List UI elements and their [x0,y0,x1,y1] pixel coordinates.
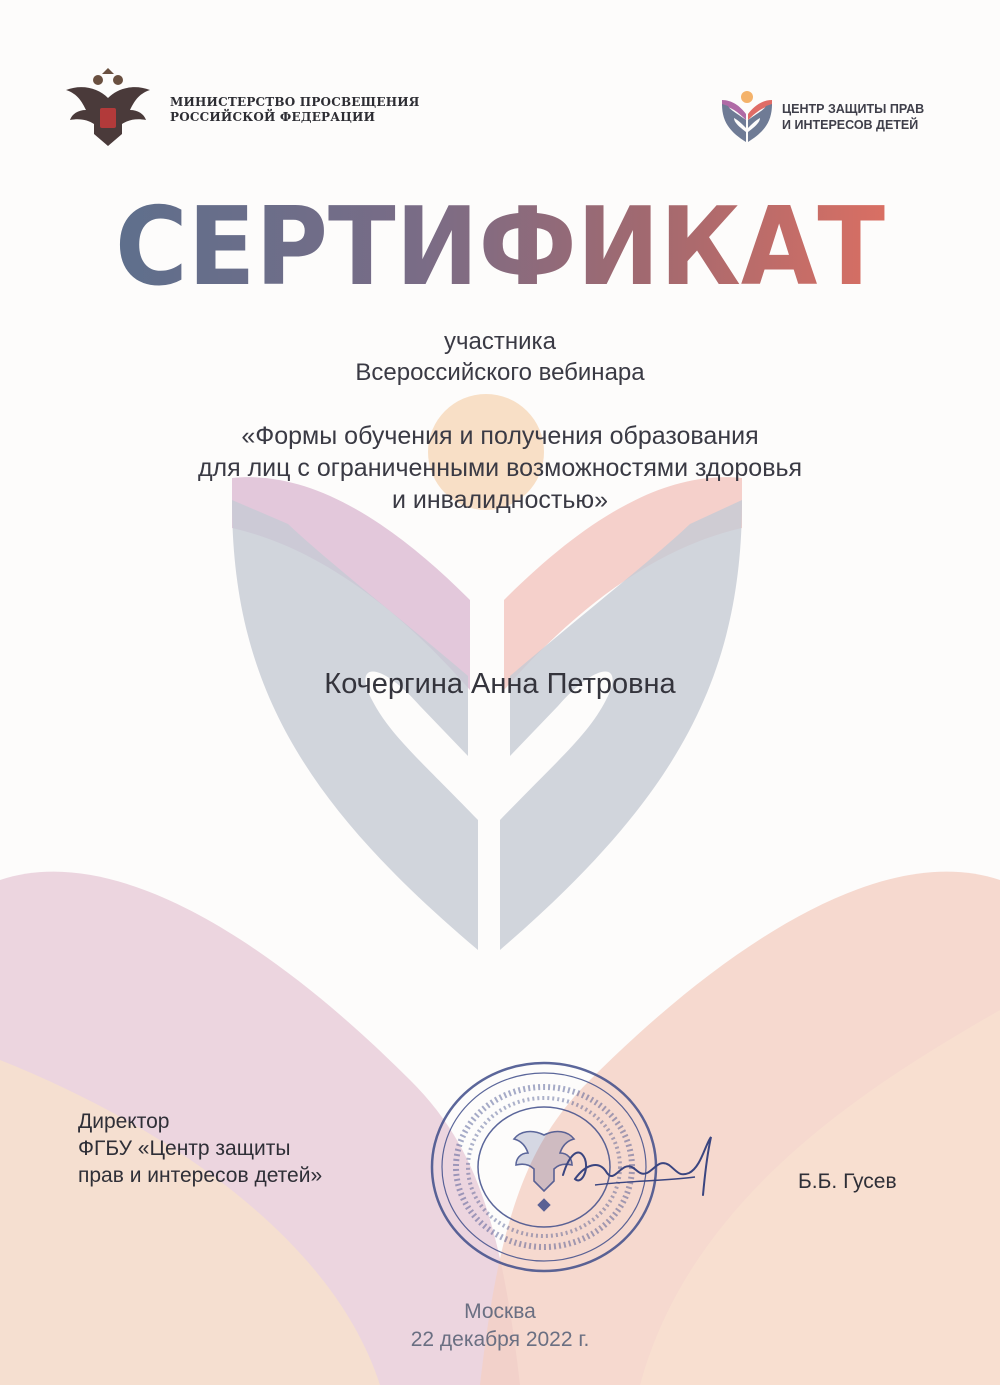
signer-role-line1: Директор [78,1110,170,1133]
signer-role-line3: прав и интересов детей» [78,1164,323,1187]
handwritten-signature [555,1115,725,1210]
center-name-line1: ЦЕНТР ЗАЩИТЫ ПРАВ [782,102,925,116]
signer-name: Б.Б. Гусев [798,1170,897,1193]
certificate-subtitle [0,326,1000,388]
center-hands-logo-icon [718,88,776,146]
subtitle-line1: участника [444,328,556,355]
city: Москва [464,1300,536,1323]
certificate-title-graphic [100,186,900,304]
certificate-title-wrap [100,186,900,304]
subtitle-line2: Всероссийского вебинара [355,359,645,386]
center-header [718,88,924,146]
city-date [0,1298,1000,1354]
webinar-title-line2: для лиц с ограниченными возможностями здоровья [197,454,803,482]
issue-date: 22 декабря 2022 г. [410,1328,590,1351]
recipient-name: Кочергина Анна Петровна [324,668,676,700]
signer-role [78,1108,322,1189]
ministry-name-line1: МИНИСТЕРСТВО ПРОСВЕЩЕНИЯ [170,95,420,109]
ministry-name [170,95,420,125]
webinar-title [0,420,1000,516]
center-name-line2: И ИНТЕРЕСОВ ДЕТЕЙ [782,118,919,132]
ministry-header [60,68,420,152]
webinar-title-line1: «Формы обучения и получения образования [241,422,759,450]
ministry-name-line2: РОССИЙСКОЙ ФЕДЕРАЦИИ [170,110,376,124]
webinar-title-line3: и инвалидностью» [391,486,609,514]
certificate-title: СЕРТИФИКАТ [115,186,886,304]
center-name [782,101,924,133]
double-headed-eagle-icon [60,68,156,152]
signer-role-line2: ФГБУ «Центр защиты [78,1137,291,1160]
